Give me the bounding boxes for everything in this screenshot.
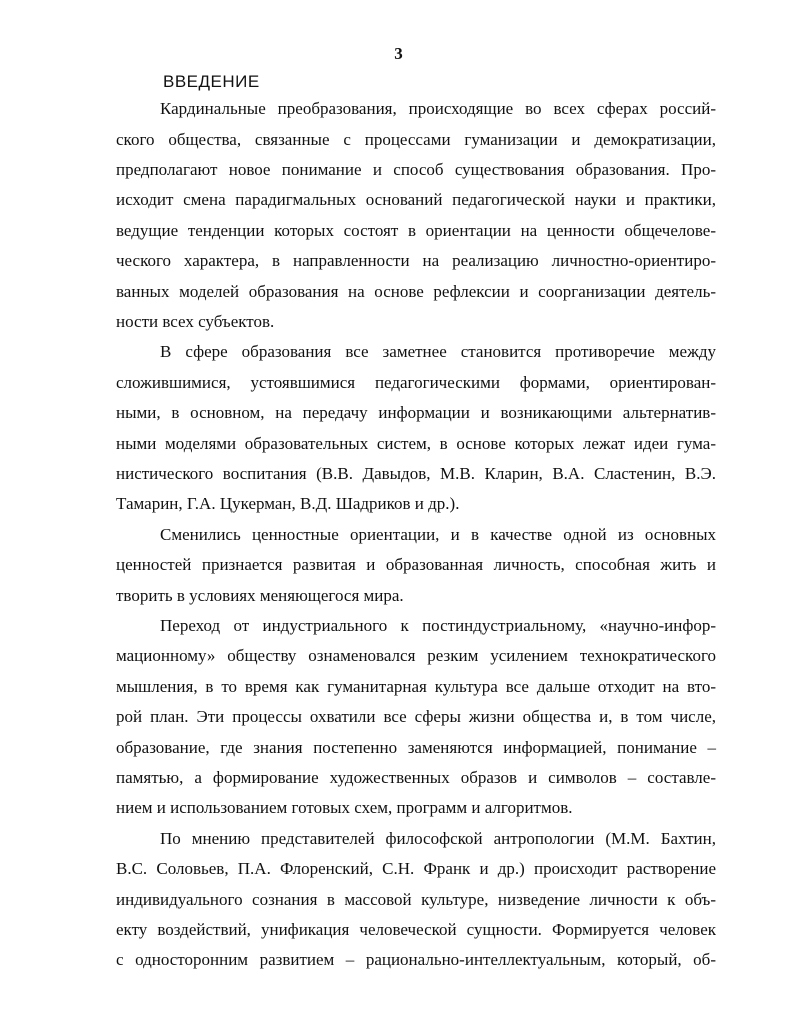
text-line: рой план. Эти процессы охватили все сферы жизни общества и, в том числе, [116, 707, 716, 726]
text-line: В.С. Соловьев, П.А. Флоренский, С.Н. Франк и др.) происходит растворение [116, 859, 716, 878]
text-line: ского общества, связанные с процессами гуманизации и демократизации, [116, 130, 716, 149]
text-line: екту воздействий, унификация человеческой сущности. Формируется человек [116, 920, 716, 939]
text-line: мационному» обществу ознаменовался резким усилением технократического [116, 646, 716, 665]
text-line: сложившимися, устоявшимися педагогическими формами, ориентирован- [116, 373, 716, 392]
text-line: По мнению представителей философской антропологии (М.М. Бахтин, [160, 829, 716, 848]
text-line: Кардинальные преобразования, происходящие во всех сферах россий- [160, 99, 716, 118]
text-line: ведущие тенденции которых состоят в ориентации на ценности общечелове- [116, 221, 716, 240]
text-line: с односторонним развитием – рационально-интеллектуальным, который, об- [116, 950, 716, 969]
text-line: Тамарин, Г.А. Цукерман, В.Д. Шадриков и др.). [116, 494, 460, 513]
text-line: индивидуального сознания в массовой культуре, низведение личности к объ- [116, 890, 716, 909]
text-line: мышления, в то время как гуманитарная культура все дальше отходит на вто- [116, 677, 716, 696]
text-line: В сфере образования все заметнее становится противоречие между [160, 342, 716, 361]
text-line: исходит смена парадигмальных оснований педагогической науки и практики, [116, 190, 716, 209]
text-line: Переход от индустриального к постиндустриальному, «научно-инфор- [160, 616, 716, 635]
text-line: образование, где знания постепенно заменяются информацией, понимание – [116, 738, 716, 757]
text-line: нием и использованием готовых схем, программ и алгоритмов. [116, 798, 573, 817]
text-line: нистического воспитания (В.В. Давыдов, М.В. Кларин, В.А. Сластенин, В.Э. [116, 464, 716, 483]
text-line: Сменились ценностные ориентации, и в качестве одной из основных [160, 525, 716, 544]
page-number: 3 [394, 44, 403, 63]
text-line: ными, в основном, на передачу информации и возникающими альтернатив- [116, 403, 716, 422]
text-line: творить в условиях меняющегося мира. [116, 586, 404, 605]
text-line: ценностей признается развитая и образованная личность, способная жить и [116, 555, 716, 574]
text-line: ными моделями образовательных систем, в основе которых лежат идеи гума- [116, 434, 716, 453]
text-line: ванных моделей образования на основе рефлексии и соорганизации деятель- [116, 282, 716, 301]
text-line: памятью, а формирование художественных образов и символов – составле- [116, 768, 716, 787]
section-heading: ВВЕДЕНИЕ [163, 72, 260, 91]
text-line: ческого характера, в направленности на реализацию личностно-ориентиро- [116, 251, 716, 270]
text-line: предполагают новое понимание и способ существования образования. Про- [116, 160, 716, 179]
text-line: ности всех субъектов. [116, 312, 275, 331]
